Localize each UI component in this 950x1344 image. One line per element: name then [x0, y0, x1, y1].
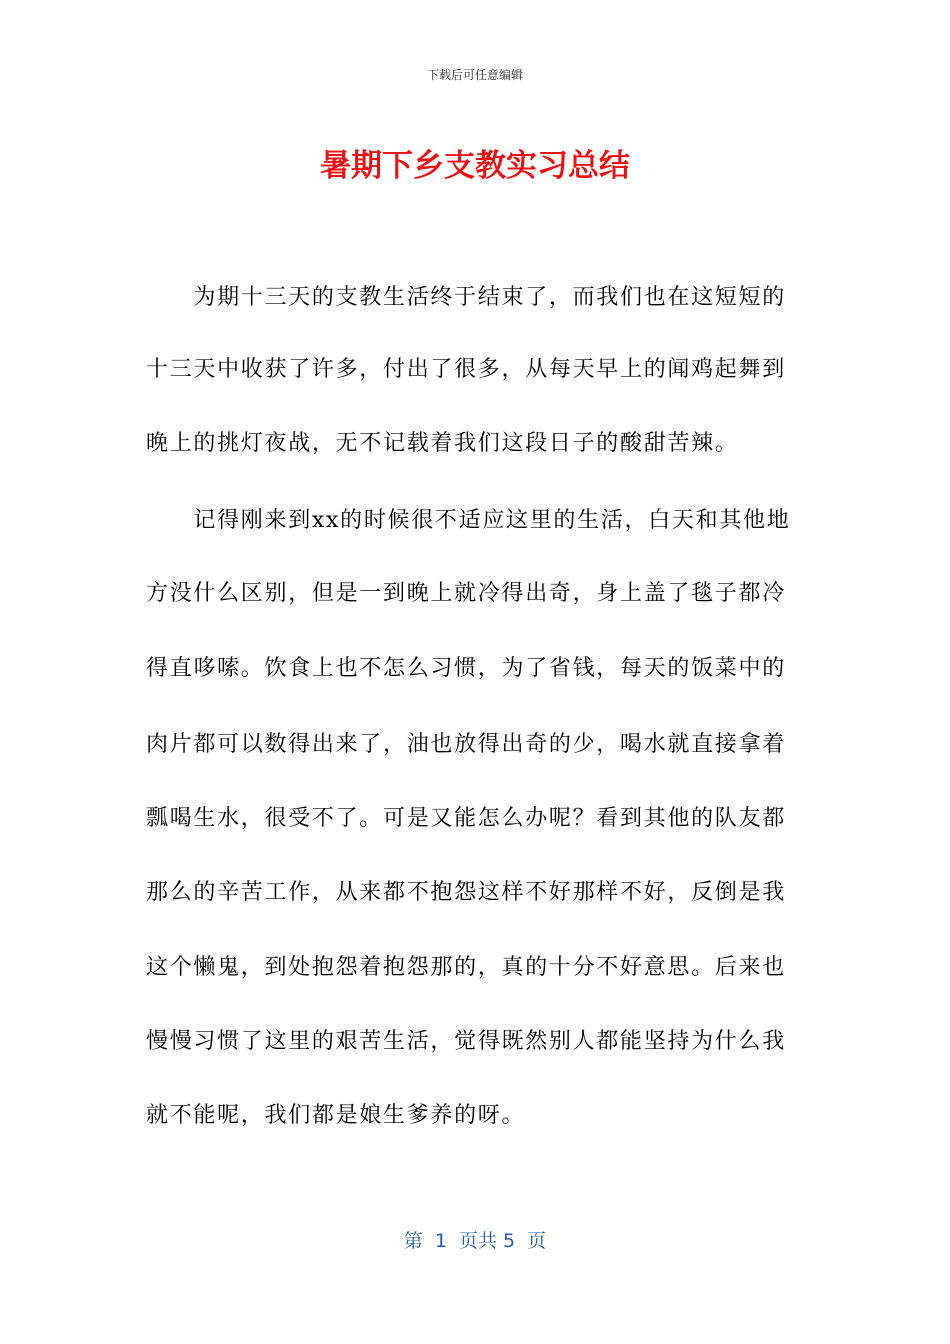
body-line: 为期十三天的支教生活终于结束了，而我们也在这短短的 — [146, 285, 786, 310]
body-line: 慢慢习惯了这里的艰苦生活，觉得既然别人都能坚持为什么我 — [146, 1029, 786, 1054]
body-line: 方没什么区别，但是一到晚上就冷得出奇，身上盖了毯子都冷 — [146, 581, 786, 606]
page-number-footer: 第 1 页共 5 页 — [403, 1230, 547, 1252]
body-line: 记得刚来到xx的时候很不适应这里的生活，白天和其他地 — [146, 508, 791, 533]
document-title: 暑期下乡支教实习总结 — [320, 148, 630, 184]
body-line: 瓢喝生水，很受不了。可是又能怎么办呢？看到其他的队友都 — [146, 806, 786, 831]
body-line: 这个懒鬼，到处抱怨着抱怨那的，真的十分不好意思。后来也 — [146, 955, 786, 980]
body-line: 得直哆嗦。饮食上也不怎么习惯，为了省钱，每天的饭菜中的 — [146, 656, 786, 681]
body-line: 那么的辛苦工作，从来都不抱怨这样不好那样不好，反倒是我 — [146, 880, 786, 905]
body-line: 肉片都可以数得出来了，油也放得出奇的少，喝水就直接拿着 — [146, 732, 786, 757]
header-note: 下载后可任意编辑 — [426, 68, 523, 82]
body-line: 晚上的挑灯夜战，无不记载着我们这段日子的酸甜苦辣。 — [146, 431, 739, 456]
body-line: 十三天中收获了许多，付出了很多，从每天早上的闻鸡起舞到 — [146, 357, 786, 382]
body-line: 就不能呢，我们都是娘生爹养的呀。 — [146, 1103, 526, 1128]
